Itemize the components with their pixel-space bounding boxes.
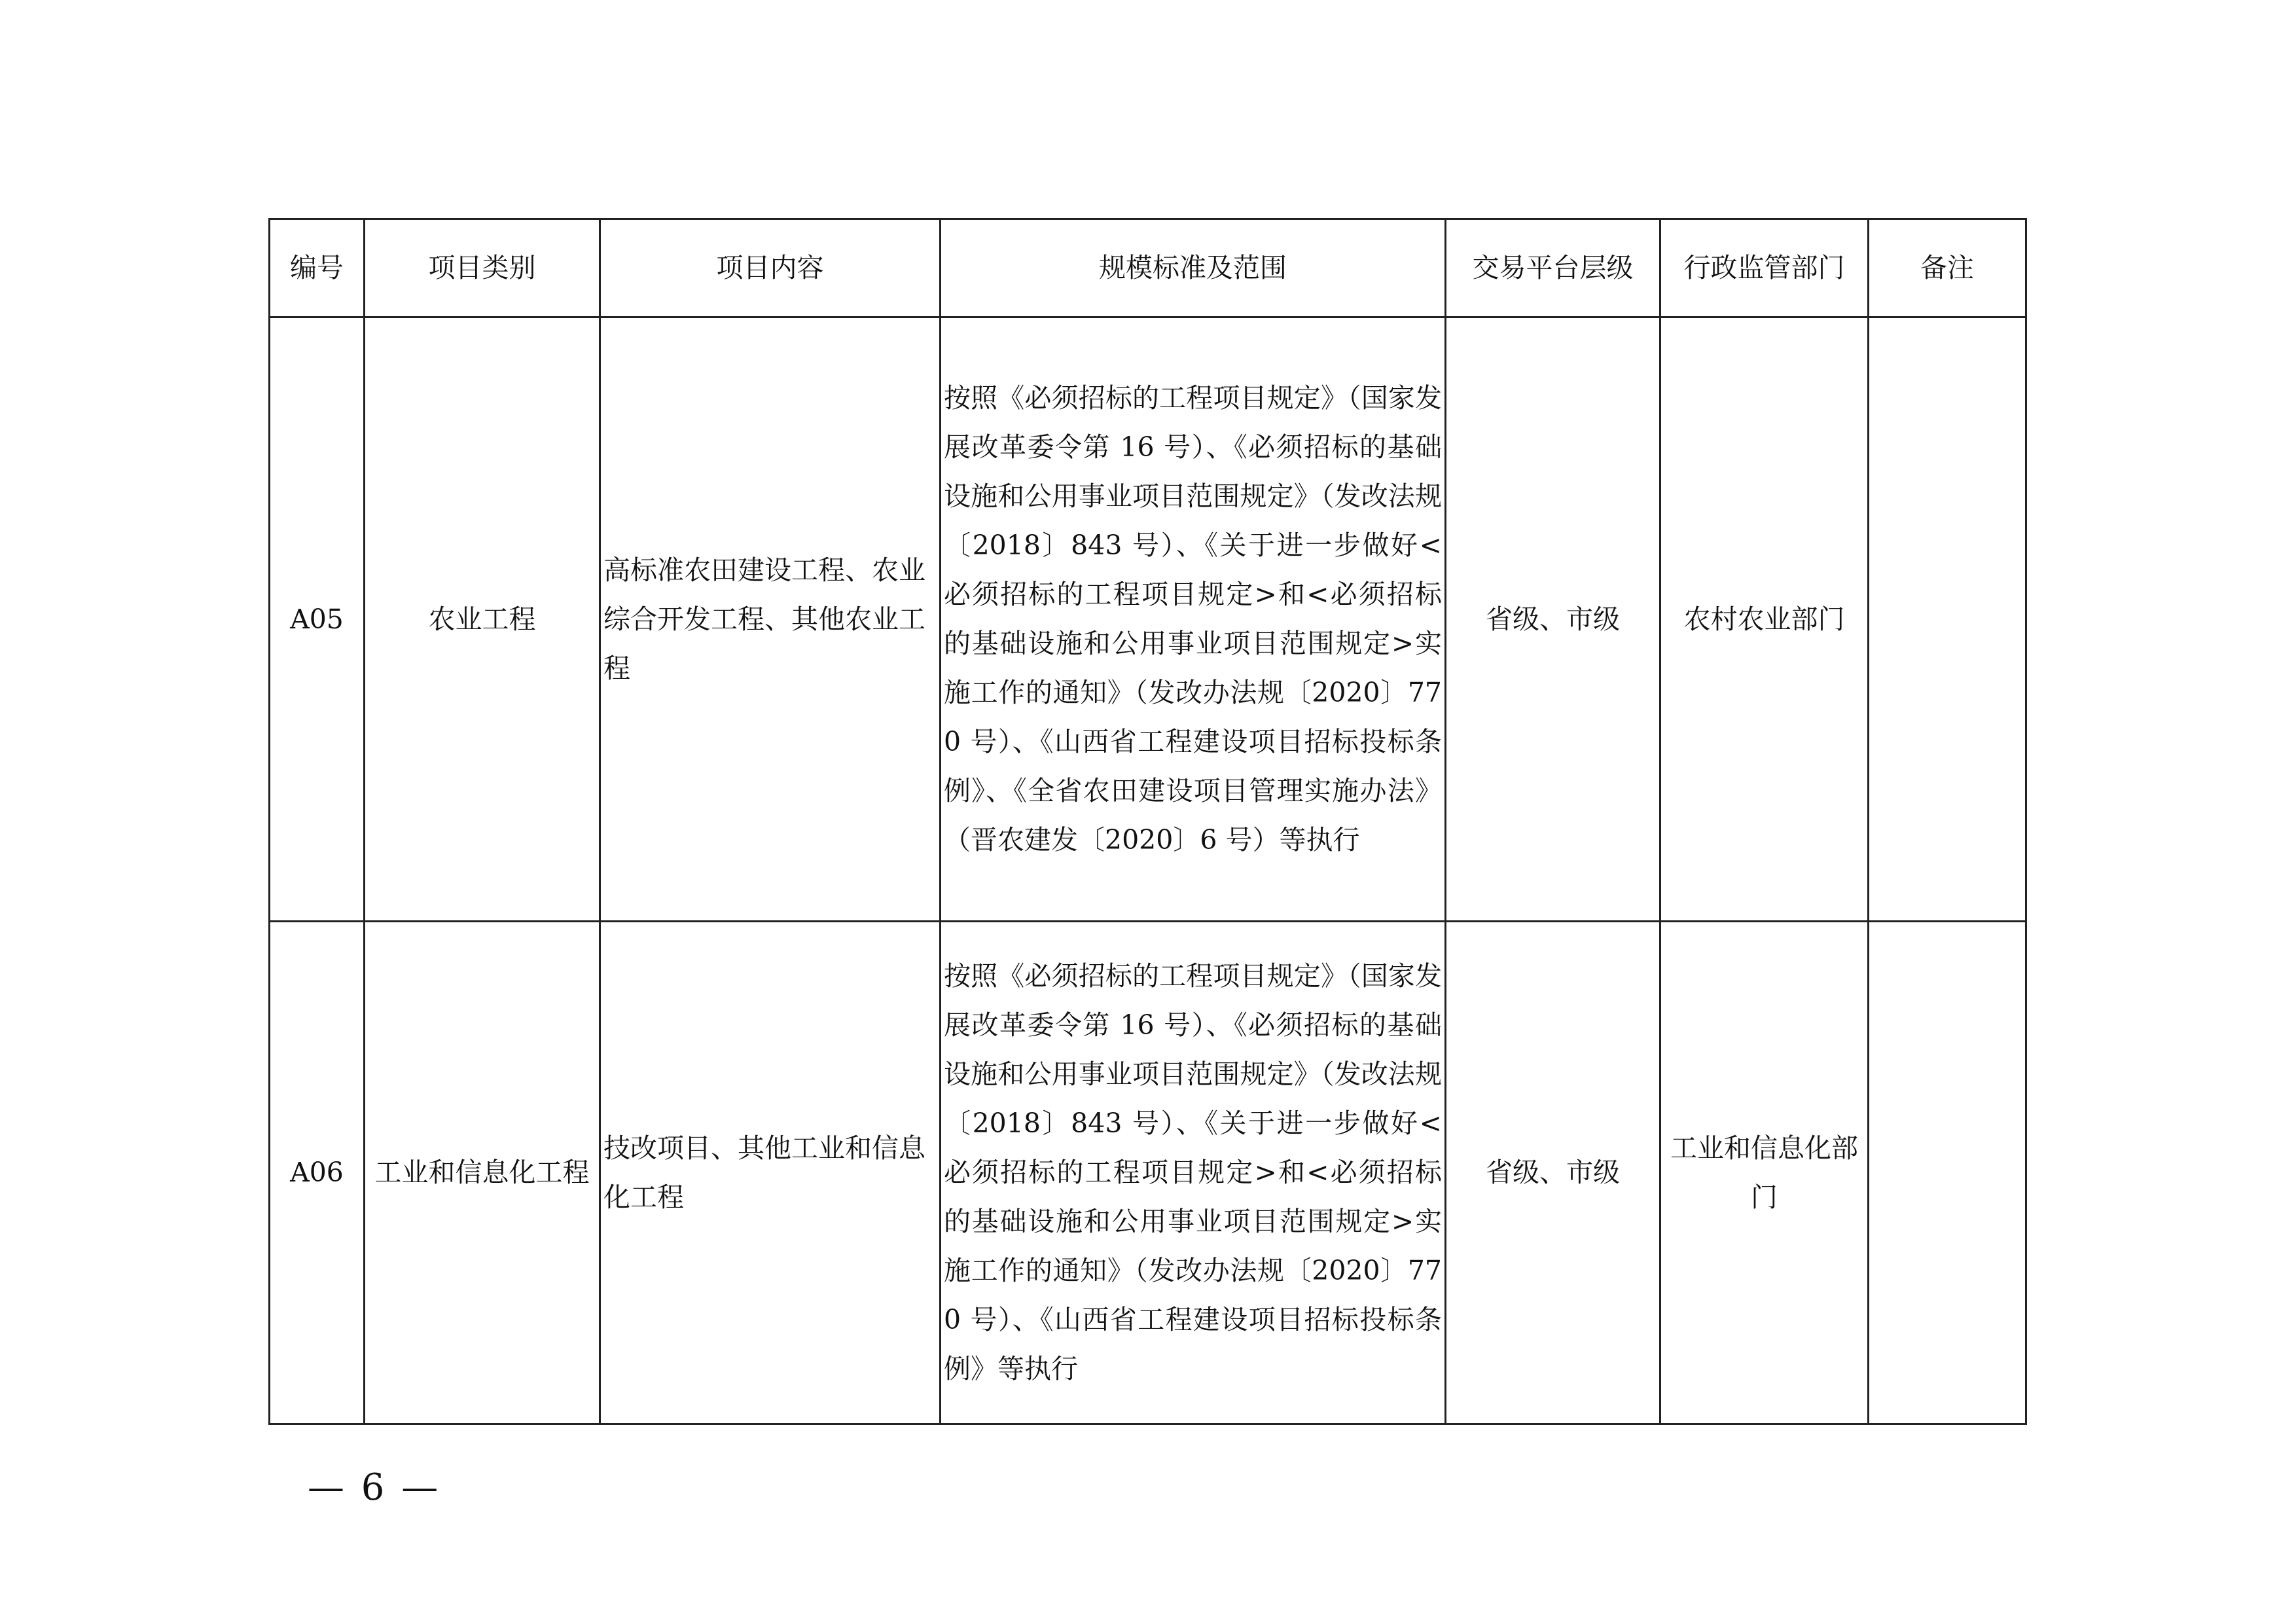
cell-content: 技改项目、其他工业和信息化工程 [600,922,941,1424]
table-row [270,922,2026,1424]
cell-department: 工业和信息化部门 [1660,922,1869,1424]
cell-code: A06 [270,922,365,1424]
standard-text: 按照《必须招标的工程项目规定》（国家发展改革委令第 16 号）、《必须招标的基础设施和公用事业项目范围规定》（发改法规〔2018〕843 号）、《关于进一步做好<必须招标的工程项目规定>和<必须招标的基础设施和公用事业项目范围规定>实施工作的通知》（发改办法规〔2020〕770 号）、《山西省工程建设项目招标投标条例》等执行 [944,960,1442,1384]
cell-platform: 省级、市级 [1446,317,1660,922]
cell-code: A05 [270,317,365,922]
header-platform: 交易平台层级 [1446,219,1660,317]
table-header-row [270,219,2026,317]
cell-standard [941,317,1446,922]
cell-category: 农业工程 [365,317,600,922]
header-department: 行政监管部门 [1660,219,1869,317]
cell-content: 高标准农田建设工程、农业综合开发工程、其他农业工程 [600,317,941,922]
cell-standard [941,922,1446,1424]
cell-remark [1869,922,2026,1424]
standard-text: 按照《必须招标的工程项目规定》（国家发展改革委令第 16 号）、《必须招标的基础设施和公用事业项目范围规定》（发改法规〔2018〕843 号）、《关于进一步做好<必须招标的工程项目规定>和<必须招标的基础设施和公用事业项目范围规定>实施工作的通知》（发改办法规〔2020〕770 号）、《山西省工程建设项目招标投标条例》、《全省农田建设项目管理实施办法》（晋农建发〔2020〕6 号）等执行 [944,382,1442,856]
header-standard: 规模标准及范围 [941,219,1446,317]
cell-department: 农村农业部门 [1660,317,1869,922]
page-number: — 6 — [308,1466,441,1509]
cell-category: 工业和信息化工程 [365,922,600,1424]
header-code: 编号 [270,219,365,317]
header-category: 项目类别 [365,219,600,317]
cell-remark [1869,317,2026,922]
header-content: 项目内容 [600,219,941,317]
table-row [270,317,2026,922]
project-scope-table [268,218,2027,1425]
header-remark: 备注 [1869,219,2026,317]
cell-platform: 省级、市级 [1446,922,1660,1424]
